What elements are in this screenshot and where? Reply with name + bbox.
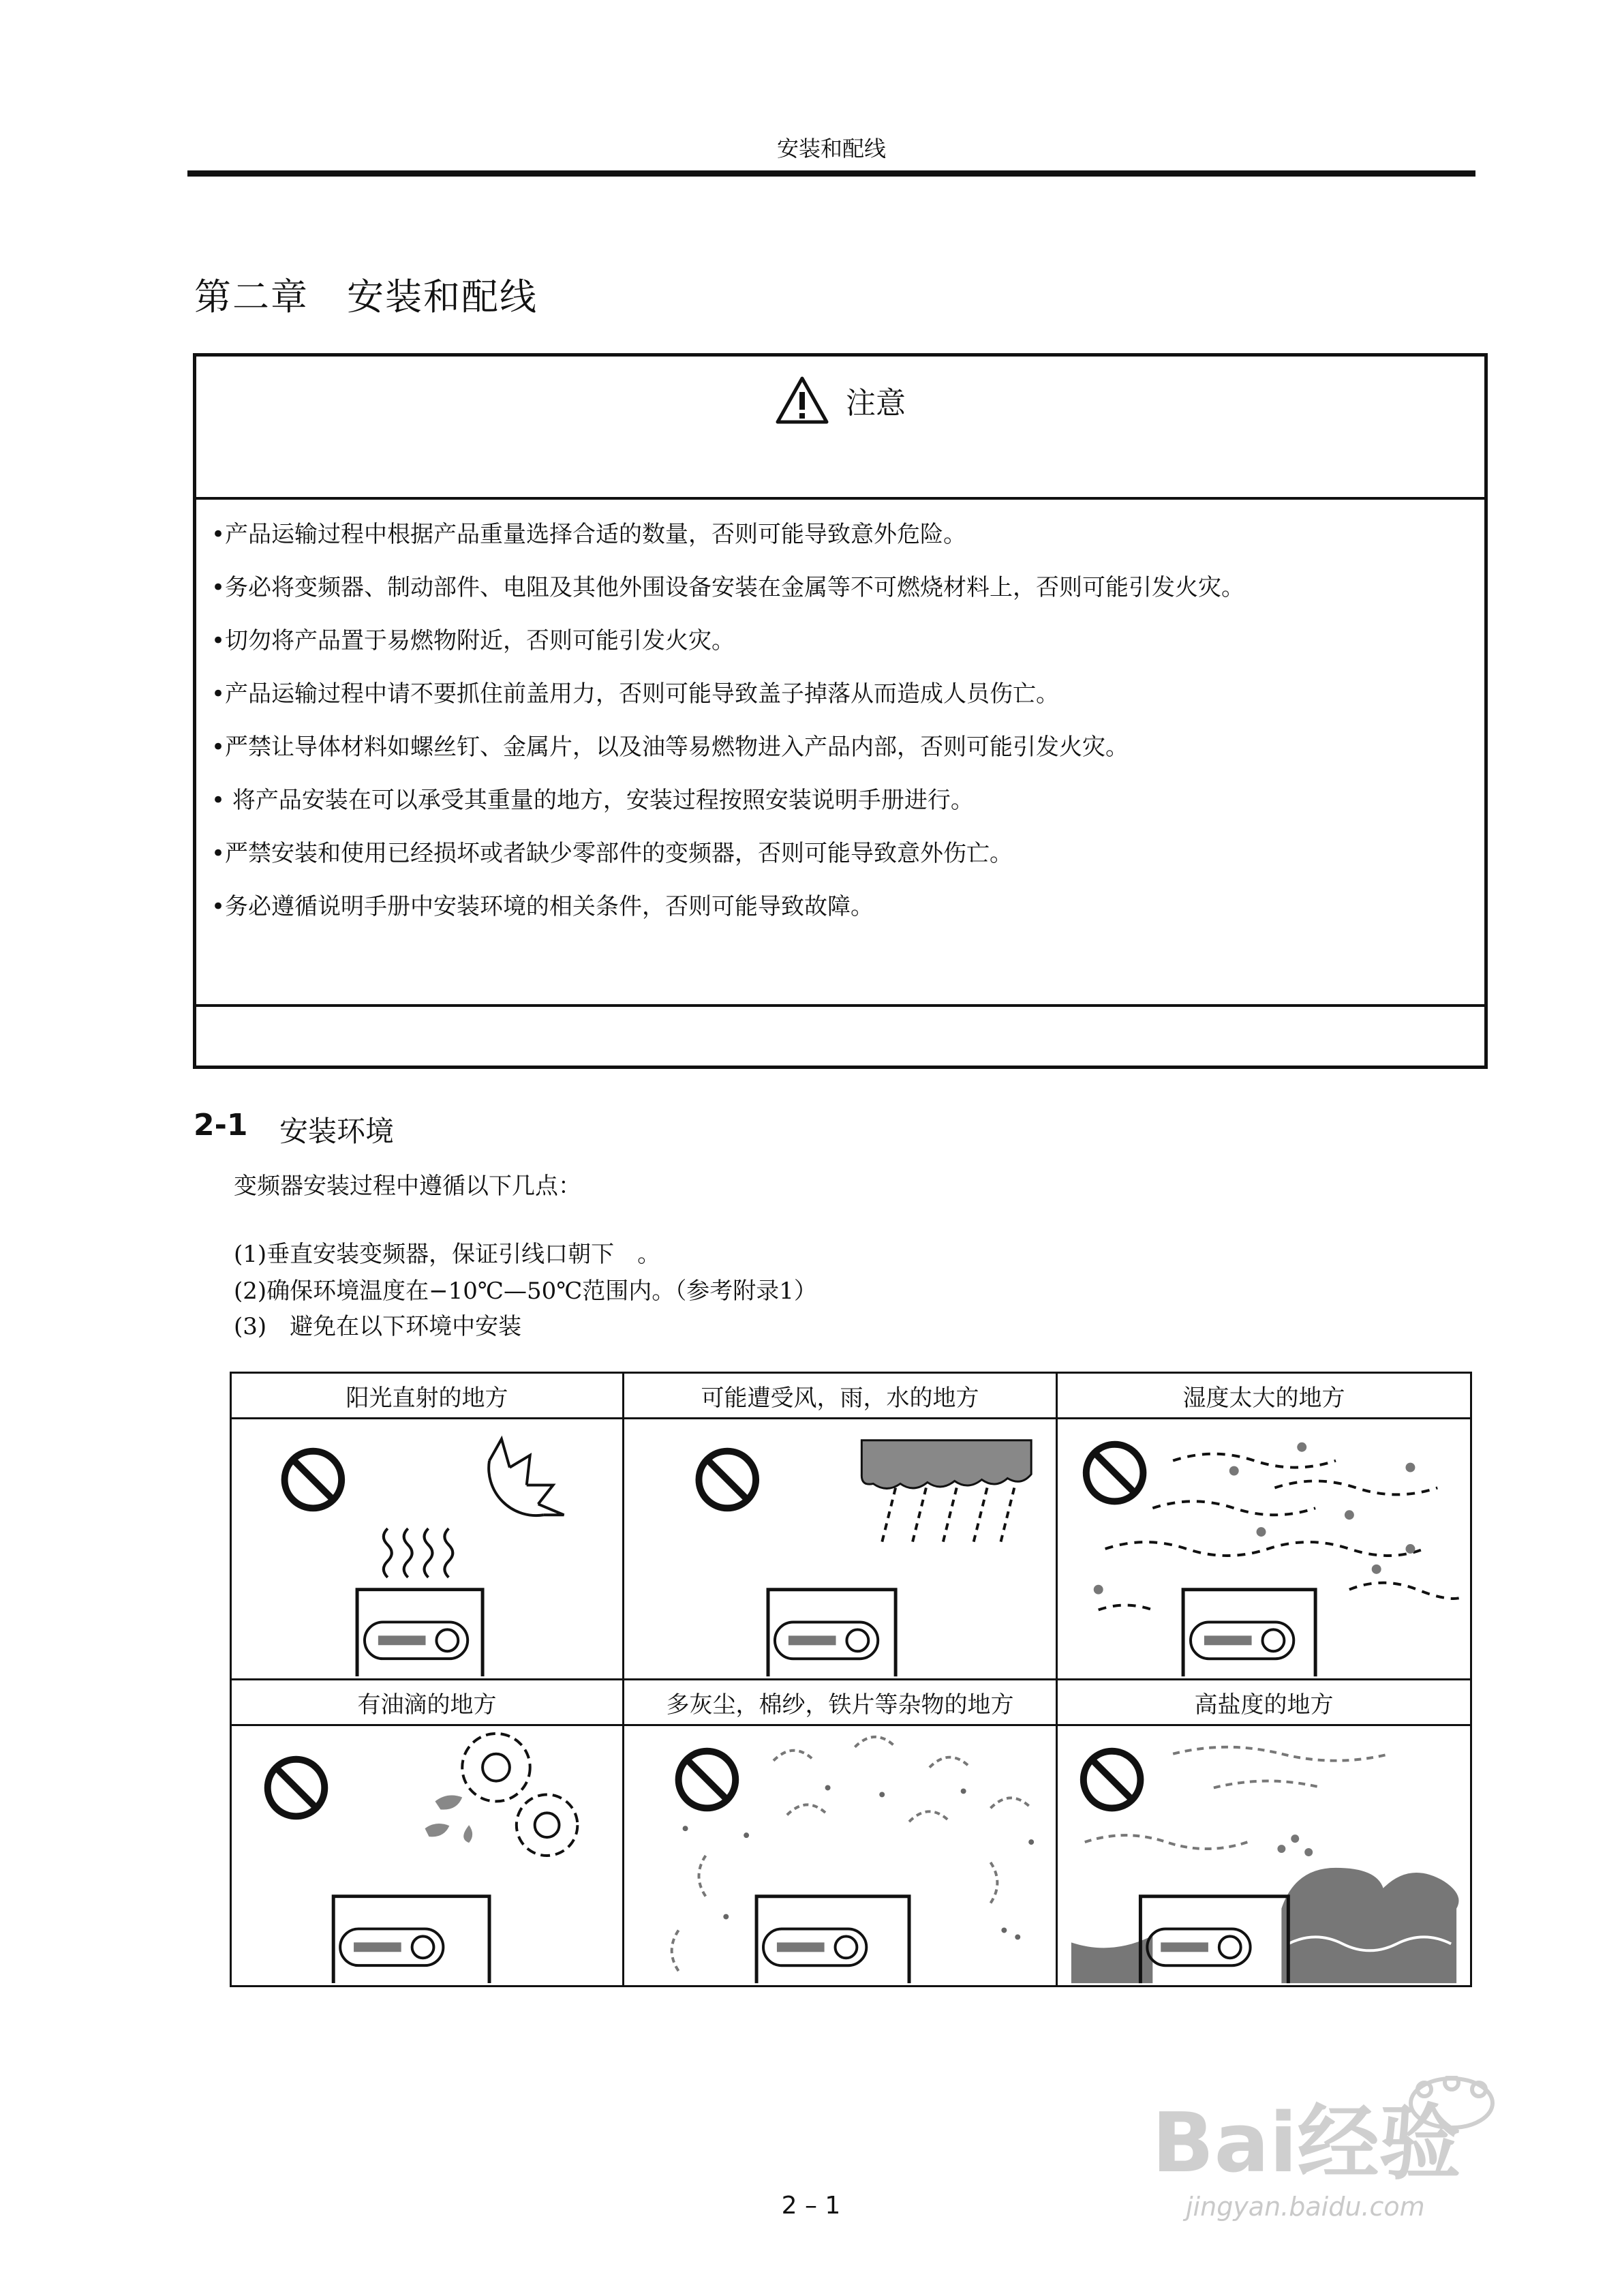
rain-cloud-icon bbox=[624, 1419, 1056, 1678]
section-intro: 变频器安装过程中遵循以下几点： bbox=[234, 1173, 581, 1200]
baidu-jingyan-watermark bbox=[1152, 2076, 1533, 2185]
salt-illustration bbox=[1057, 1725, 1471, 1987]
environment-label: 阳光直射的地方 bbox=[231, 1373, 624, 1419]
caution-item: •切勿将产品置于易燃物附近，否则可能引发火灾。 bbox=[211, 627, 735, 654]
wave-icon bbox=[1058, 1726, 1470, 1985]
caution-item: •严禁安装和使用已经损坏或者缺少零部件的变频器，否则可能导致意外伤亡。 bbox=[211, 840, 1013, 867]
humidity-icon bbox=[1058, 1419, 1470, 1678]
caution-item: •务必遵循说明手册中安装环境的相关条件，否则可能导致故障。 bbox=[211, 893, 874, 920]
dust-icon bbox=[624, 1726, 1056, 1985]
caution-item: •严禁让导体材料如螺丝钉、金属片，以及油等易燃物进入产品内部，否则可能引发火灾。 bbox=[211, 734, 1129, 761]
caution-box bbox=[193, 353, 1488, 1069]
caution-item: • 将产品安装在可以承受其重量的地方，安装过程按照安装说明手册进行。 bbox=[211, 787, 974, 814]
install-step: (3) 避免在以下环境中安装 bbox=[234, 1313, 522, 1340]
prohibited-icon bbox=[1084, 1751, 1141, 1809]
sunlight-illustration bbox=[231, 1419, 624, 1680]
page-number: 2 – 1 bbox=[781, 2192, 841, 2220]
inverter-icon bbox=[333, 1897, 489, 1983]
humidity-illustration bbox=[1057, 1419, 1471, 1680]
caution-footer-divider bbox=[196, 1004, 1484, 1007]
section-title: 安装环境 bbox=[279, 1115, 395, 1148]
environment-label: 高盐度的地方 bbox=[1057, 1680, 1471, 1725]
header-rule bbox=[187, 170, 1475, 177]
watermark-logo-text: Bai经验 bbox=[1152, 2096, 1461, 2185]
environment-label: 有油滴的地方 bbox=[231, 1680, 624, 1725]
install-step: (1)垂直安装变频器，保证引线口朝下 。 bbox=[234, 1241, 661, 1268]
sun-icon bbox=[232, 1419, 622, 1678]
environment-label: 多灰尘，棉纱，铁片等杂物的地方 bbox=[624, 1680, 1057, 1725]
prohibited-icon bbox=[268, 1759, 325, 1817]
caution-divider bbox=[196, 497, 1484, 500]
caution-item: •产品运输过程中根据产品重量选择合适的数量，否则可能导致意外危险。 bbox=[211, 521, 967, 548]
install-step: (2)确保环境温度在−10℃—50℃范围内。（参考附录1） bbox=[234, 1278, 817, 1305]
caution-heading-label: 注意 bbox=[846, 386, 906, 421]
inverter-icon bbox=[756, 1897, 909, 1983]
inverter-icon bbox=[357, 1590, 483, 1676]
chapter-title: 第二章 安装和配线 bbox=[194, 275, 538, 318]
prohibited-icon bbox=[679, 1751, 736, 1809]
oil-drip-illustration bbox=[231, 1725, 624, 1987]
prohibited-icon bbox=[699, 1451, 756, 1509]
oil-gear-icon bbox=[232, 1726, 622, 1985]
prohibited-icon bbox=[285, 1451, 342, 1509]
section-number: 2-1 bbox=[194, 1108, 248, 1143]
watermark-url: jingyan.baidu.com bbox=[1186, 2192, 1425, 2222]
environment-label: 可能遭受风，雨，水的地方 bbox=[624, 1373, 1057, 1419]
inverter-icon bbox=[1140, 1897, 1288, 1983]
caution-heading bbox=[196, 376, 1484, 425]
prohibited-icon bbox=[1086, 1445, 1144, 1502]
caution-item: •务必将变频器、制动部件、电阻及其他外围设备安装在金属等不可燃烧材料上，否则可能引发火灾。 bbox=[211, 574, 1245, 601]
inverter-icon bbox=[1183, 1590, 1315, 1676]
dust-illustration bbox=[624, 1725, 1057, 1987]
caution-list bbox=[211, 508, 1244, 933]
running-header: 安装和配线 bbox=[776, 136, 886, 162]
environment-label: 湿度太大的地方 bbox=[1057, 1373, 1471, 1419]
environment-table bbox=[230, 1372, 1472, 1987]
warning-triangle-icon bbox=[775, 376, 829, 425]
rain-illustration bbox=[624, 1419, 1057, 1680]
caution-item: •产品运输过程中请不要抓住前盖用力，否则可能导致盖子掉落从而造成人员伤亡。 bbox=[211, 680, 1060, 708]
inverter-icon bbox=[768, 1590, 896, 1676]
